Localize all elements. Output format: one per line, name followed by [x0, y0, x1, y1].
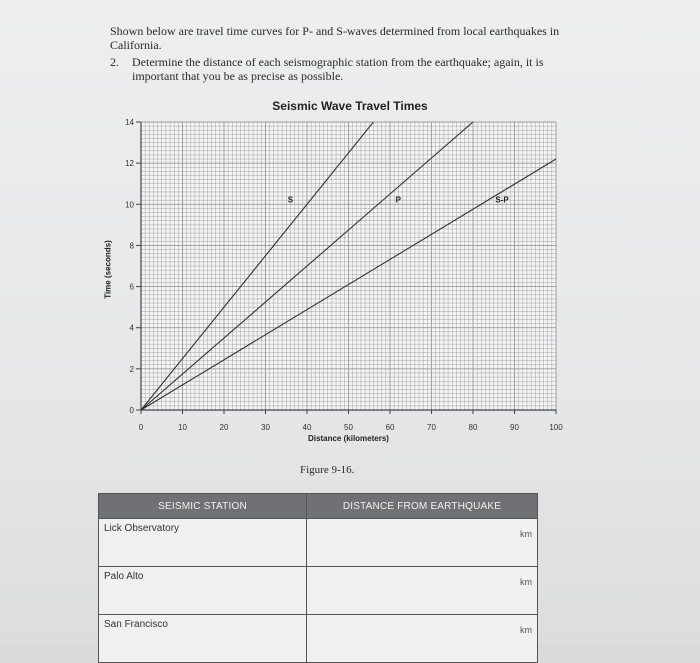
table-row: [99, 567, 538, 615]
header-seismic-station: SEISMIC STATION: [99, 494, 307, 519]
header-distance: DISTANCE FROM EARTHQUAKE: [307, 494, 538, 519]
x-tick-label: 40: [302, 423, 312, 432]
y-tick-label: 2: [129, 364, 134, 374]
station-name: San Francisco: [99, 615, 307, 663]
distance-cell[interactable]: km: [307, 615, 538, 663]
y-axis-label: Time (seconds): [103, 240, 113, 299]
distance-cell[interactable]: km: [307, 519, 538, 567]
y-tick-label: 6: [129, 282, 134, 292]
station-name: Palo Alto: [99, 567, 307, 615]
x-tick-label: 70: [427, 423, 436, 432]
table-row: [99, 519, 538, 567]
x-tick-label: 0: [138, 423, 144, 432]
chart-title: Seismic Wave Travel Times: [272, 99, 428, 113]
question-number: 2.: [110, 55, 119, 69]
series-label-p: P: [395, 195, 401, 205]
x-tick-label: 20: [219, 423, 229, 432]
y-tick-label: 10: [125, 200, 134, 210]
x-tick-label: 100: [549, 423, 563, 432]
intro-text: Shown below are travel time curves for P- and S-waves determined from local earthquakes in California.: [110, 24, 560, 52]
station-distance-table: [98, 493, 538, 663]
x-tick-label: 80: [468, 423, 478, 432]
y-tick-label: 0: [129, 406, 134, 415]
figure-caption: Figure 9-16.: [300, 464, 355, 476]
x-tick-label: 90: [510, 423, 519, 432]
distance-cell[interactable]: km: [307, 567, 538, 615]
series-label-s-p: S-P: [495, 195, 509, 205]
table-row: [99, 615, 538, 663]
y-tick-label: 4: [129, 323, 134, 333]
station-name: Lick Observatory: [99, 519, 307, 567]
x-tick-label: 60: [385, 423, 395, 432]
y-tick-label: 12: [125, 159, 134, 169]
x-tick-label: 10: [178, 423, 187, 432]
series-label-s: S: [287, 195, 294, 205]
x-axis-label: Distance (kilometers): [308, 434, 389, 443]
y-tick-label: 8: [129, 241, 134, 251]
x-tick-label: 50: [344, 423, 353, 432]
x-tick-label: 30: [261, 423, 270, 432]
question-text: Determine the distance of each seismographic station from the earthquake; again, it is important that you be as precise as possible.: [132, 55, 544, 83]
y-tick-label: 14: [125, 118, 134, 127]
